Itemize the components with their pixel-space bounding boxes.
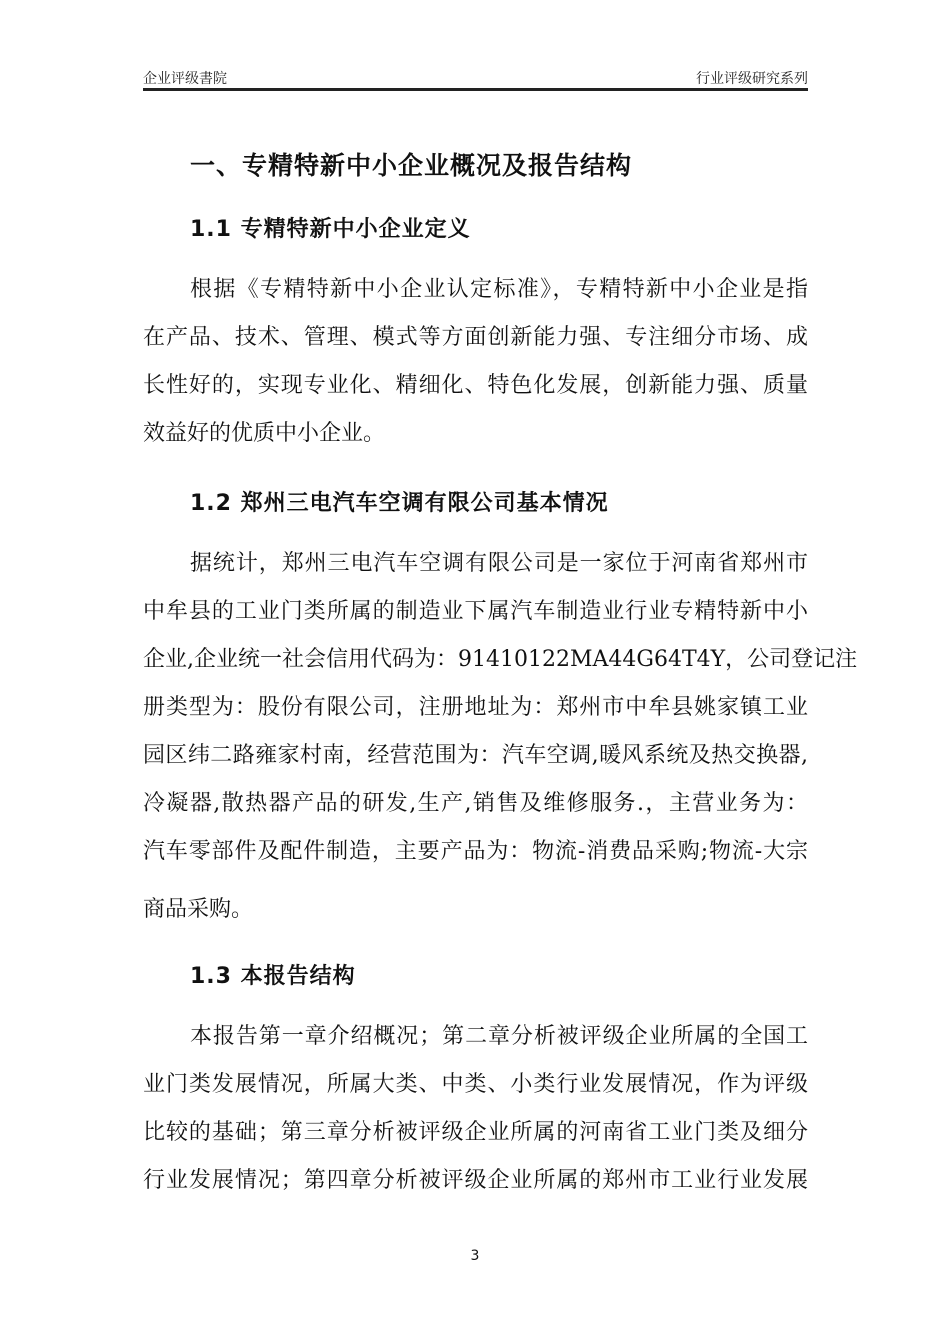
paragraph-line: 本报告第一章介绍概况；第二章分析被评级企业所属的全国工: [190, 1024, 808, 1049]
header-rule: [143, 88, 808, 91]
paragraph-line: 据统计，郑州三电汽车空调有限公司是一家位于河南省郑州市: [190, 551, 808, 576]
paragraph-line: 长性好的，实现专业化、精细化、特色化发展，创新能力强、质量: [143, 373, 808, 398]
paragraph-line: 中牟县的工业门类所属的制造业下属汽车制造业行业专精特新中小: [143, 599, 808, 624]
paragraph-line: 比较的基础；第三章分析被评级企业所属的河南省工业门类及细分: [143, 1120, 808, 1145]
paragraph-line: 业门类发展情况，所属大类、中类、小类行业发展情况，作为评级: [143, 1072, 808, 1097]
section-title: 1.1 专精特新中小企业定义: [190, 217, 471, 242]
paragraph-line: 行业发展情况；第四章分析被评级企业所属的郑州市工业行业发展: [143, 1168, 808, 1193]
paragraph-line: 效益好的优质中小企业。: [143, 421, 386, 446]
paragraph-line: 商品采购。: [143, 897, 254, 922]
paragraph-line: 汽车零部件及配件制造，主要产品为：物流-消费品采购;物流-大宗: [143, 839, 808, 864]
paragraph-line: 册类型为：股份有限公司，注册地址为：郑州市中牟县姚家镇工业: [143, 695, 808, 720]
paragraph-line: 冷凝器,散热器产品的研发,生产,销售及维修服务.，主营业务为：: [143, 791, 808, 816]
section-title: 1.3 本报告结构: [190, 964, 356, 989]
paragraph-line: 在产品、技术、管理、模式等方面创新能力强、专注细分市场、成: [143, 325, 808, 350]
chapter-title: 一、专精特新中小企业概况及报告结构: [190, 151, 633, 180]
paragraph-line: 根据《专精特新中小企业认定标准》，专精特新中小企业是指: [190, 277, 808, 302]
header-right: 行业评级研究系列: [696, 71, 808, 87]
header-left: 企业评级書院: [143, 71, 227, 87]
section-title: 1.2 郑州三电汽车空调有限公司基本情况: [190, 491, 609, 516]
paragraph-line: 园区纬二路雍家村南，经营范围为：汽车空调,暖风系统及热交换器,: [143, 743, 808, 768]
paragraph-line: 企业,企业统一社会信用代码为：91410122MA44G64T4Y，公司登记注: [143, 647, 858, 672]
page-number: 3: [470, 1248, 480, 1264]
